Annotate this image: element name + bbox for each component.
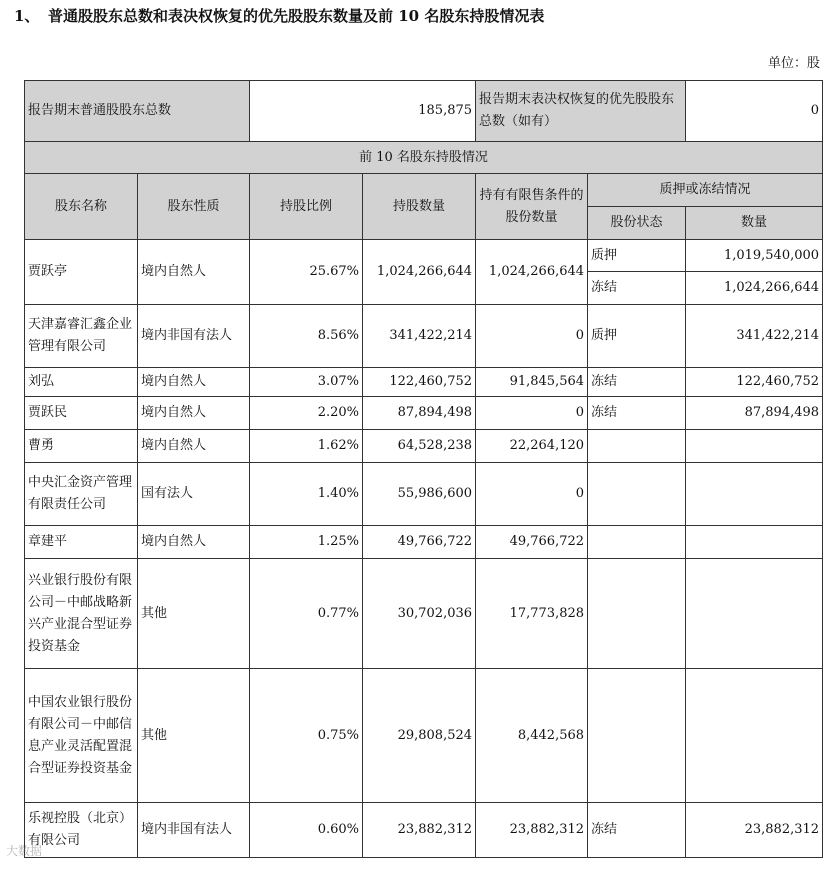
shareholder-name: 兴业银行股份有限公司－中邮战略新兴产业混合型证券投资基金: [25, 559, 138, 669]
shareholder-nature: 境内非国有法人: [138, 803, 250, 858]
table-row: [25, 305, 823, 368]
shareholder-name: 章建平: [25, 526, 138, 559]
heading-number: 1、: [14, 7, 40, 25]
pledge-amount: 1,019,540,000: [686, 240, 823, 272]
heading-title: 普通股股东总数和表决权恢复的优先股股东数量及前 10 名股东持股情况表: [48, 7, 545, 25]
common-holders-label: 报告期末普通股股东总数: [25, 81, 250, 142]
table-row: [25, 430, 823, 463]
header-nature: 股东性质: [138, 174, 250, 240]
header-pledge-amount: 数量: [686, 207, 823, 240]
shareholder-nature: 境内非国有法人: [138, 305, 250, 368]
shareholder-nature: 其他: [138, 669, 250, 803]
restricted-amount: 23,882,312: [476, 803, 588, 858]
shareholder-name: 贾跃亭: [25, 240, 138, 305]
header-ratio: 持股比例: [250, 174, 363, 240]
pledge-amount: 87,894,498: [686, 397, 823, 430]
table-row: [25, 526, 823, 559]
section-title-row: [25, 142, 823, 174]
shareholder-name: 刘弘: [25, 368, 138, 397]
shareholder-name: 乐视控股（北京）有限公司: [25, 803, 138, 858]
restricted-amount: 0: [476, 463, 588, 526]
holding-amount: 64,528,238: [363, 430, 476, 463]
summary-row: [25, 81, 823, 142]
shareholder-nature: 境内自然人: [138, 368, 250, 397]
pledge-status: [588, 559, 686, 669]
header-name: 股东名称: [25, 174, 138, 240]
pledge-status: 质押: [588, 240, 686, 272]
table-row: [25, 669, 823, 803]
restricted-amount: 22,264,120: [476, 430, 588, 463]
holding-amount: 55,986,600: [363, 463, 476, 526]
holding-ratio: 1.62%: [250, 430, 363, 463]
holding-ratio: 0.75%: [250, 669, 363, 803]
holding-ratio: 1.25%: [250, 526, 363, 559]
holding-ratio: 25.67%: [250, 240, 363, 305]
pledge-status: 冻结: [588, 397, 686, 430]
preferred-holders-label: 报告期末表决权恢复的优先股股东总数（如有）: [476, 81, 686, 142]
restricted-amount: 1,024,266,644: [476, 240, 588, 305]
shareholder-name: 中国农业银行股份有限公司－中邮信息产业灵活配置混合型证券投资基金: [25, 669, 138, 803]
pledge-amount: [686, 463, 823, 526]
table-row: [25, 397, 823, 430]
shareholder-nature: 境内自然人: [138, 240, 250, 305]
shareholder-nature: 其他: [138, 559, 250, 669]
holding-amount: 87,894,498: [363, 397, 476, 430]
pledge-amount: [686, 430, 823, 463]
table-row: [25, 368, 823, 397]
pledge-amount: 341,422,214: [686, 305, 823, 368]
header-pledge-group: 质押或冻结情况: [588, 174, 823, 207]
restricted-amount: 49,766,722: [476, 526, 588, 559]
table-row: [25, 240, 823, 272]
shareholder-nature: 境内自然人: [138, 430, 250, 463]
restricted-amount: 0: [476, 305, 588, 368]
header-row-1: [25, 174, 823, 207]
holding-ratio: 2.20%: [250, 397, 363, 430]
pledge-status: 冻结: [588, 272, 686, 305]
table-row: [25, 803, 823, 858]
pledge-amount: [686, 526, 823, 559]
common-holders-value: 185,875: [250, 81, 476, 142]
pledge-status: 冻结: [588, 803, 686, 858]
pledge-status: 冻结: [588, 368, 686, 397]
shareholder-name: 贾跃民: [25, 397, 138, 430]
holding-ratio: 0.60%: [250, 803, 363, 858]
shareholder-nature: 境内自然人: [138, 526, 250, 559]
pledge-status: [588, 669, 686, 803]
restricted-amount: 0: [476, 397, 588, 430]
shareholder-name: 天津嘉睿汇鑫企业管理有限公司: [25, 305, 138, 368]
holding-amount: 29,808,524: [363, 669, 476, 803]
holding-amount: 49,766,722: [363, 526, 476, 559]
pledge-amount: 23,882,312: [686, 803, 823, 858]
table-row: [25, 463, 823, 526]
watermark: 大数据: [6, 844, 43, 858]
pledge-amount: [686, 669, 823, 803]
section-heading: [14, 2, 544, 30]
header-pledge-status: 股份状态: [588, 207, 686, 240]
table-row: [25, 559, 823, 669]
shareholder-nature: 境内自然人: [138, 397, 250, 430]
holding-amount: 341,422,214: [363, 305, 476, 368]
header-restricted: 持有有限售条件的股份数量: [476, 174, 588, 240]
pledge-status: 质押: [588, 305, 686, 368]
pledge-status: [588, 463, 686, 526]
holding-amount: 1,024,266,644: [363, 240, 476, 305]
pledge-amount: 122,460,752: [686, 368, 823, 397]
section-title: 前 10 名股东持股情况: [25, 142, 823, 174]
pledge-status: [588, 430, 686, 463]
holding-ratio: 1.40%: [250, 463, 363, 526]
holding-amount: 23,882,312: [363, 803, 476, 858]
holding-ratio: 0.77%: [250, 559, 363, 669]
holding-ratio: 3.07%: [250, 368, 363, 397]
shareholder-table: [24, 80, 823, 858]
header-amount: 持股数量: [363, 174, 476, 240]
unit-label: 单位：股: [767, 56, 820, 71]
holding-ratio: 8.56%: [250, 305, 363, 368]
shareholder-name: 中央汇金资产管理有限责任公司: [25, 463, 138, 526]
holding-amount: 122,460,752: [363, 368, 476, 397]
restricted-amount: 17,773,828: [476, 559, 588, 669]
shareholder-nature: 国有法人: [138, 463, 250, 526]
pledge-status: [588, 526, 686, 559]
holding-amount: 30,702,036: [363, 559, 476, 669]
preferred-holders-value: 0: [686, 81, 823, 142]
restricted-amount: 8,442,568: [476, 669, 588, 803]
restricted-amount: 91,845,564: [476, 368, 588, 397]
shareholder-name: 曹勇: [25, 430, 138, 463]
pledge-amount: [686, 559, 823, 669]
pledge-amount: 1,024,266,644: [686, 272, 823, 305]
